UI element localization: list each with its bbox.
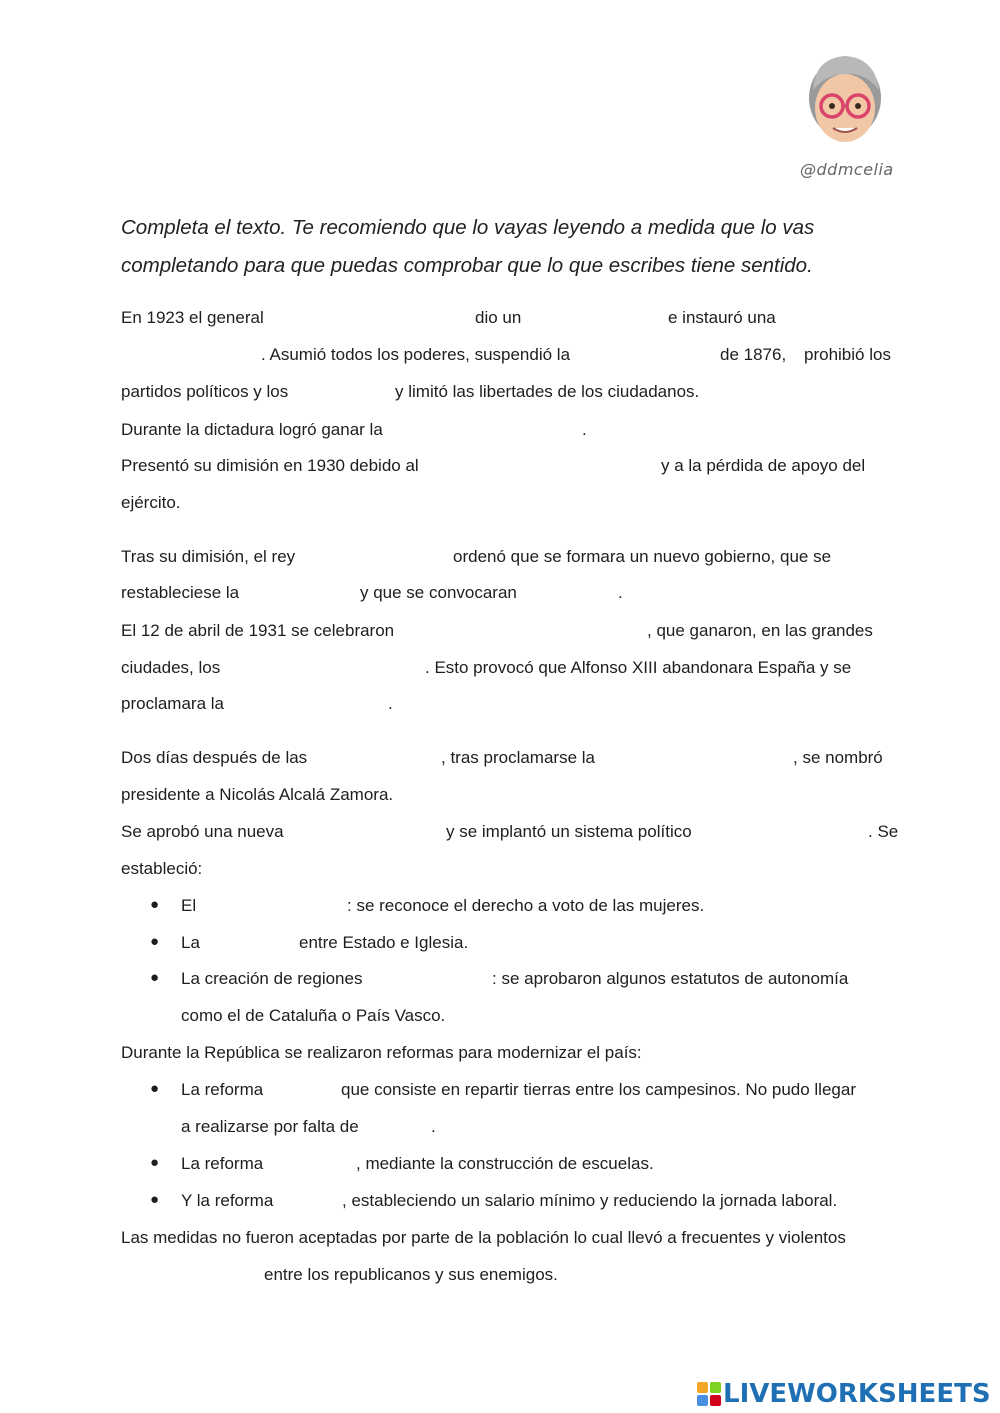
text-p2-3: restableciese la <box>121 583 240 602</box>
text-r3b: , estableciendo un salario mínimo y reduciendo la jornada laboral. <box>342 1191 838 1210</box>
bullet-icon: ● <box>150 1080 160 1097</box>
text-p2-6: El 12 de abril de 1931 se celebraron <box>121 621 395 640</box>
instructions-text-1: Completa el texto. Te recomiendo que lo vayas leyendo a medida que lo vas <box>121 216 815 239</box>
blank-descontento[interactable] <box>472 454 654 478</box>
blank-republica[interactable] <box>237 692 382 716</box>
blank-agraria[interactable] <box>276 1078 336 1102</box>
blank-dinero[interactable] <box>376 1115 428 1139</box>
text-p3-7: . Se <box>868 822 899 841</box>
blank-elecciones[interactable] <box>530 581 615 605</box>
blank-rey[interactable] <box>336 545 446 569</box>
text-e2: entre los republicanos y sus enemigos. <box>264 1265 558 1284</box>
text-b3b: : se aprobaron algunos estatutos de autonomía <box>492 969 849 988</box>
text-b3c: como el de Cataluña o País Vasco. <box>181 1006 446 1025</box>
text-p1-4: . Asumió todos los poderes, suspendió la <box>261 345 571 364</box>
blank-elecciones-municipales[interactable] <box>448 619 640 643</box>
text-b3a: La creación de regiones <box>181 969 363 988</box>
text-b1b: : se reconoce el derecho a voto de las mujeres. <box>347 896 705 915</box>
blank-separacion[interactable] <box>205 931 293 955</box>
text-r0: Durante la República se realizaron reformas para modernizar el país: <box>121 1043 642 1062</box>
text-p3-4: presidente a Nicolás Alcalá Zamora. <box>121 785 394 804</box>
bullet-icon: ● <box>150 933 160 950</box>
text-r1b: que consiste en repartir tierras entre los campesinos. No pudo llegar <box>341 1080 856 1099</box>
text-p2-7: , que ganaron, en las grandes <box>647 621 873 640</box>
blank-segunda-republica[interactable] <box>630 746 785 770</box>
text-b1a: El <box>181 896 197 915</box>
text-p2-4: y que se convocaran <box>360 583 517 602</box>
blank-elecciones-2[interactable] <box>350 746 435 770</box>
text-p1-11: Presentó su dimisión en 1930 debido al <box>121 456 419 475</box>
blank-sindicatos[interactable] <box>306 380 391 404</box>
text-b2a: La <box>181 933 200 952</box>
text-p1-7: partidos políticos y los <box>121 382 289 401</box>
liveworksheets-logo-icon <box>697 1382 721 1406</box>
blank-constitucion[interactable] <box>610 343 715 367</box>
blank-general[interactable] <box>272 306 467 330</box>
instructions-line-2: completando para que puedas comprobar que lo que escribes tiene sentido. <box>121 254 813 277</box>
text-p2-11: . <box>388 694 393 713</box>
text-r1a: La reforma <box>181 1080 264 1099</box>
avatar-handle: @ddmcelia <box>800 160 894 179</box>
text-r3a: Y la reforma <box>181 1191 274 1210</box>
text-p2-1: Tras su dimisión, el rey <box>121 547 296 566</box>
avatar <box>795 40 895 150</box>
text-r1d: . <box>431 1117 436 1136</box>
text-p1-8: y limitó las libertades de los ciudadanos. <box>395 382 700 401</box>
blank-democratico[interactable] <box>758 820 861 844</box>
text-p3-3: , se nombró <box>793 748 883 767</box>
text-p2-9: . Esto provocó que Alfonso XIII abandonara España y se <box>425 658 852 677</box>
text-p3-6: y se implantó un sistema político <box>446 822 692 841</box>
text-p3-2: , tras proclamarse la <box>441 748 595 767</box>
text-r1c: a realizarse por falta de <box>181 1117 359 1136</box>
brand-name: LIVEWORKSHEETS <box>723 1379 991 1409</box>
blank-autonomas[interactable] <box>392 967 485 991</box>
blank-educativa[interactable] <box>276 1152 354 1176</box>
text-p2-2: ordenó que se formara un nuevo gobierno, que se <box>453 547 832 566</box>
text-p1-12: y a la pérdida de apoyo del <box>661 456 866 475</box>
instructions-line-1 <box>121 215 903 241</box>
text-p1-1: En 1923 el general <box>121 308 264 327</box>
text-p2-8: ciudades, los <box>121 658 221 677</box>
blank-sufragio[interactable] <box>202 894 342 918</box>
text-p1-9: Durante la dictadura logró ganar la <box>121 420 383 439</box>
text-p3-8: estableció: <box>121 859 203 878</box>
text-p1-6: prohibió los <box>804 345 891 364</box>
text-b2b: entre Estado e Iglesia. <box>299 933 469 952</box>
bullet-icon: ● <box>150 896 160 913</box>
bullet-icon: ● <box>150 969 160 986</box>
blank-republicanos[interactable] <box>236 656 421 680</box>
bullet-icon: ● <box>150 1154 160 1171</box>
bullet-icon: ● <box>150 1191 160 1208</box>
blank-constitucion-3[interactable] <box>322 820 437 844</box>
text-p1-13: ejército. <box>121 493 181 512</box>
text-p2-5: . <box>618 583 623 602</box>
text-p3-5: Se aprobó una nueva <box>121 822 284 841</box>
text-p1-3: e instauró una <box>668 308 776 327</box>
text-e1: Las medidas no fueron aceptadas por parte de la población lo cual llevó a frecuentes y violentos <box>121 1228 846 1247</box>
text-p1-2: dio un <box>475 308 522 327</box>
text-r2a: La reforma <box>181 1154 264 1173</box>
blank-laboral[interactable] <box>286 1189 338 1213</box>
text-p3-1: Dos días después de las <box>121 748 308 767</box>
liveworksheets-logo[interactable] <box>697 1377 991 1411</box>
text-p1-10: . <box>582 420 587 439</box>
blank-guerra[interactable] <box>408 418 578 442</box>
blank-constitucion-2[interactable] <box>250 581 355 605</box>
text-r2b: , mediante la construcción de escuelas. <box>356 1154 654 1173</box>
blank-enfrentamientos[interactable] <box>121 1263 259 1287</box>
text-p1-5: de 1876, <box>720 345 787 364</box>
text-p2-10: proclamara la <box>121 694 224 713</box>
blank-dictadura[interactable] <box>121 343 256 367</box>
blank-golpe[interactable] <box>530 306 660 330</box>
